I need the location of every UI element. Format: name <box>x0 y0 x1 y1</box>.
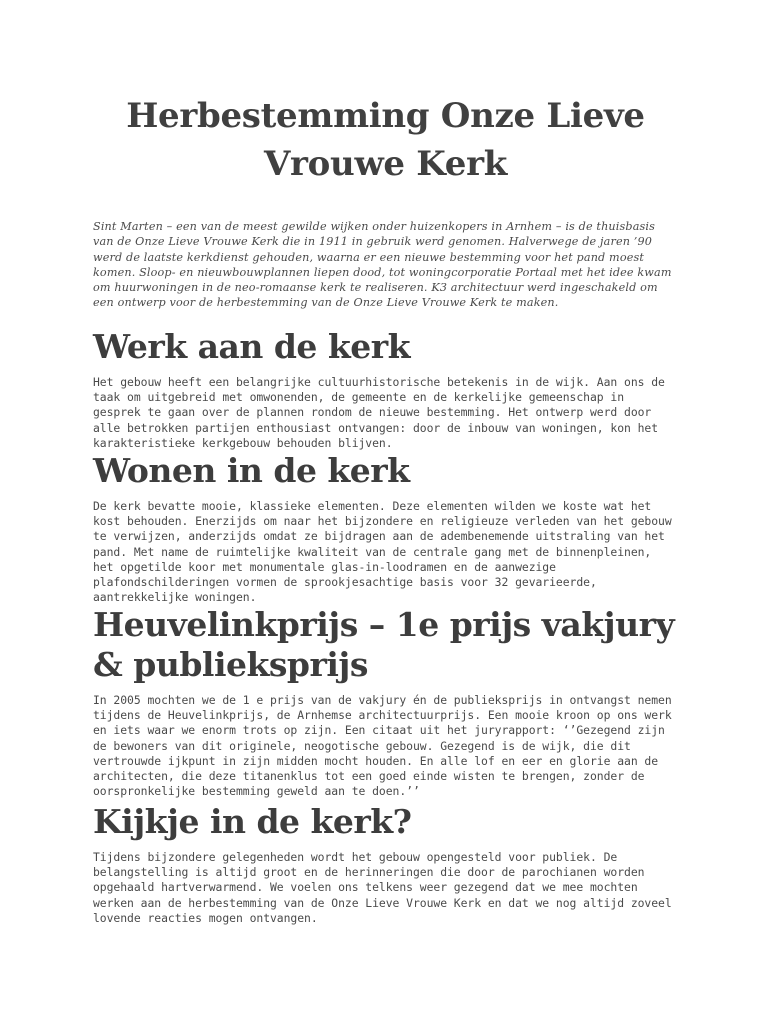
section-wonen-in-de-kerk <box>93 451 678 605</box>
section-heading: Kijkje in de kerk? <box>93 802 412 841</box>
section-kijkje-in-de-kerk <box>93 802 678 926</box>
section-heading: Werk aan de kerk <box>93 327 411 366</box>
section-body: Het gebouw heeft een belangrijke cultuurhistorische betekenis in de wijk. Aan ons de taak om uitgebreid met omwonenden, de gemeente en de kerkelijke gemeenschap in gesprek te gaan over de plannen rondom de nieuwe bestemming. Het ontwerp werd door alle betrokken partijen enthousiast ontvangen: door de inbouw van woningen, kon het karakteristieke kerkgebouw behouden blijven. <box>93 375 665 450</box>
section-heading: Heuvelinkprijs – 1e prijs vakjury & publieksprijs <box>93 605 675 684</box>
section-body: In 2005 mochten we de 1 e prijs van de vakjury én de publieksprijs in ontvangst nemen tijdens de Heuvelinkprijs, de Arnhemse architectuurprijs. Een mooie kroon op ons werk en iets waar we enorm trots op zijn. Een citaat uit het juryrapport: ‘’Gezegend zijn de bewoners van dit originele, neogotische gebouw. Gezegend is de wijk, die dit vertrouwde ijkpunt in zijn midden mocht houden. En alle lof en eer en glorie aan de architecten, die deze titanenklus tot een goed einde wisten te brengen, zonder de oorspronkelijke bestemming geweld aan te doen.’’ <box>93 693 672 799</box>
intro-paragraph: Sint Marten – een van de meest gewilde wijken onder huizenkopers in Arnhem – is de thuisbasis van de Onze Lieve Vrouwe Kerk die in 1911 in gebruik werd genomen. Halverwege de jaren ’90 werd de laatste kerkdienst gehouden, waarna er een nieuwe bestemming voor het pand moest komen. Sloop- en nieuwbouwplannen liepen dood, tot woningcorporatie Portaal met het idee kwam om huurwoningen in de neo-romaanse kerk te realiseren. K3 architectuur werd ingeschakeld om een ontwerp voor de herbestemming van de Onze Lieve Vrouwe Kerk te maken. <box>93 220 672 310</box>
section-body: De kerk bevatte mooie, klassieke elementen. Deze elementen wilden we koste wat het kost behouden. Enerzijds om naar het bijzondere en religieuze verleden van het gebouw te verwijzen, anderzijds omdat ze bijdragen aan de adembenemende uitstraling van het pand. Met name de ruimtelijke kwaliteit van de centrale gang met de binnenpleinen, het opgetilde koor met monumentale glas-in-loodramen en de aanwezige plafondschilderingen vormen de sprookjesachtige basis voor 32 gevarieerde, aantrekkelijke woningen. <box>93 499 672 605</box>
page-title: Herbestemming Onze Lieve Vrouwe Kerk <box>126 96 645 184</box>
section-werk-aan-de-kerk <box>93 327 678 451</box>
section-body: Tijdens bijzondere gelegenheden wordt het gebouw opengesteld voor publiek. De belangstelling is altijd groot en de herinneringen die door de parochianen worden opgehaald hartverwarmend. We voelen ons telkens weer gezegend dat we mee mochten werken aan de herbestemming van de Onze Lieve Vrouwe Kerk en dat we nog altijd zoveel lovende reacties mogen ontvangen. <box>93 850 672 925</box>
section-heading: Wonen in de kerk <box>93 451 410 490</box>
section-heuvelinkprijs <box>93 605 678 799</box>
